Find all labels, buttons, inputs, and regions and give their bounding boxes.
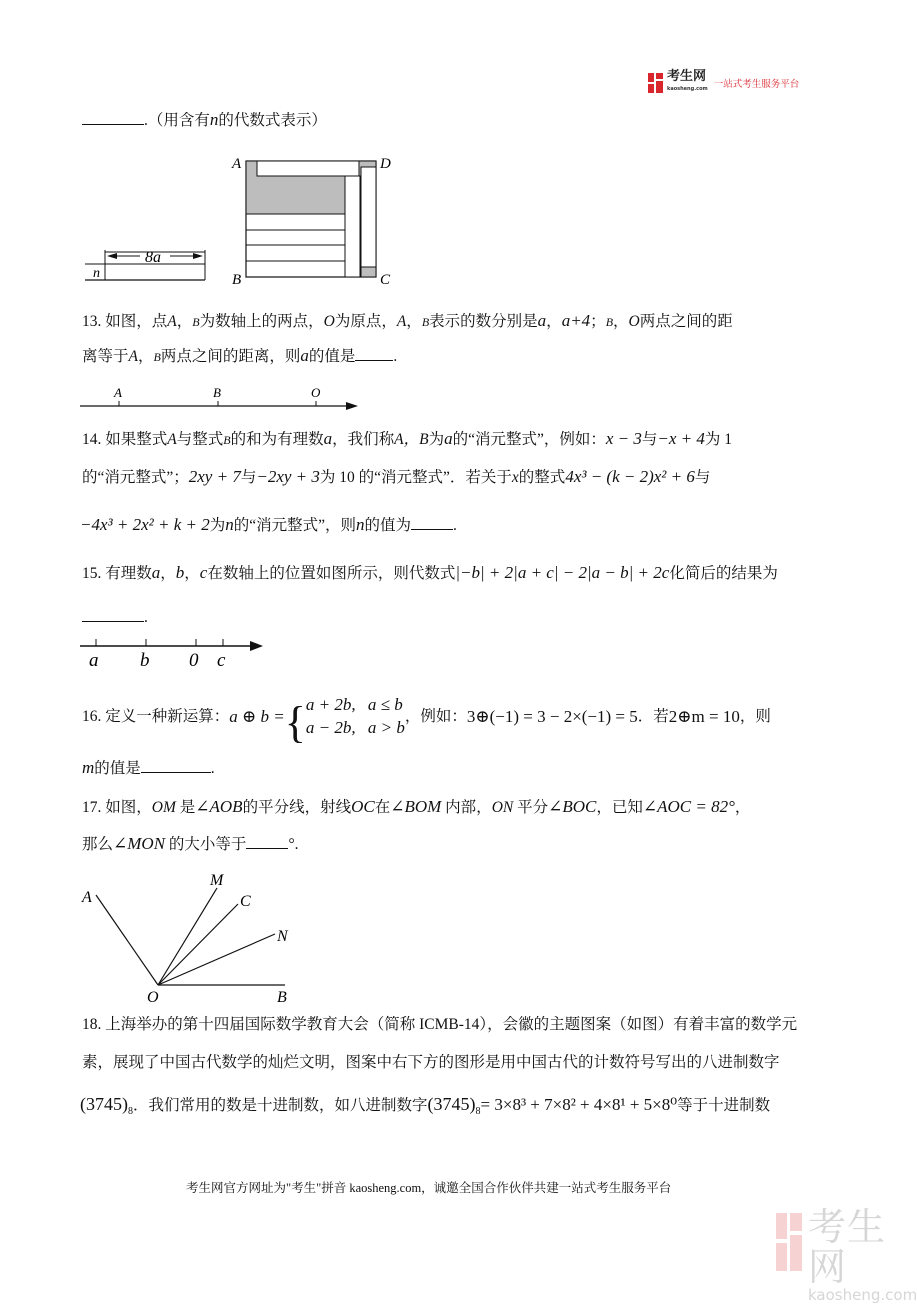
var-b: B <box>153 350 161 364</box>
sep: ， <box>613 313 629 330</box>
corner-label-c: C <box>380 272 391 288</box>
rectangle-abcd <box>246 161 376 277</box>
q12-tail-line <box>82 110 327 131</box>
watermark-cn: 考生网 <box>808 1205 887 1289</box>
label-a: A <box>82 889 92 906</box>
q14-text: ，我们称 <box>332 431 395 448</box>
header-slogan: 一站式考生服务平台 <box>713 79 800 90</box>
q12-var: n <box>209 110 219 129</box>
octal-number: (3745) <box>80 1094 128 1114</box>
axis-label-c: c <box>217 650 226 671</box>
answer-blank <box>82 110 144 125</box>
given-angle: ∠AOC = 82° <box>642 797 735 816</box>
var-o: O <box>323 313 335 330</box>
q17-line2 <box>82 834 299 855</box>
q13-text: 两点之间的距离，则 <box>160 348 301 365</box>
var-a-lower: a <box>537 311 547 330</box>
ray-oa <box>96 895 158 985</box>
q13-text: 如图，点 <box>105 313 168 330</box>
q17-text: 的大小等于 <box>168 836 247 853</box>
period: . <box>210 760 215 777</box>
axis-arrow-icon <box>346 402 358 410</box>
q18-line1 <box>82 1015 797 1035</box>
logo-brand-text: 考生网 <box>667 69 707 84</box>
polynomial-1: 4x³ − (k − 2)x² + 6 <box>565 467 695 486</box>
q13-text: 离等于 <box>82 348 129 365</box>
sep: ， <box>546 313 562 330</box>
q14-text: 与整式 <box>176 431 224 448</box>
q13-text: 的值是 <box>308 348 356 365</box>
q14-line1 <box>82 429 732 450</box>
footer-text: 考生网官方网址为"考生"拼音 kaosheng.com，诚邀全国合作伙伴共建一站式考生服务平台 <box>186 1181 672 1195</box>
q12-text2: 的代数式表示） <box>218 112 327 129</box>
var-a-lower: a <box>444 429 453 448</box>
var-b: B <box>421 315 430 329</box>
answer-blank <box>411 515 453 530</box>
q17-text: 如图， <box>105 799 152 816</box>
axis-label-o: O <box>311 385 321 400</box>
period: . <box>144 609 148 626</box>
q17-text: 在 <box>374 799 391 816</box>
var-a: A <box>167 313 177 330</box>
var-c-lower: c <box>199 563 208 582</box>
case-1 <box>306 694 405 717</box>
q12-text: .（用含有 <box>144 112 210 129</box>
axis-arrow-icon <box>250 641 263 651</box>
var-a-lower: a <box>323 429 333 448</box>
var-x: x <box>511 469 519 486</box>
answer-blank <box>246 834 288 849</box>
angle-boc: ∠BOC <box>548 797 597 816</box>
logo-mark-icon <box>648 73 664 93</box>
watermark-logo <box>808 1207 917 1303</box>
q14-text: 如果整式 <box>105 431 168 448</box>
corner-label-b: B <box>232 272 242 288</box>
q16-line1 <box>82 692 771 747</box>
degree-period: °. <box>288 836 299 853</box>
sep: ， <box>137 348 154 365</box>
watermark-en: kaosheng.com <box>808 1286 917 1304</box>
q16-text: ，则 <box>739 708 771 725</box>
arrow-left-icon <box>107 253 117 259</box>
q13-line2 <box>82 346 397 367</box>
q14-line3 <box>80 515 457 536</box>
angle-bom: ∠BOM <box>390 797 442 816</box>
q14-text: 为 10 的“消元整式”．若关于 <box>319 469 512 486</box>
period: . <box>453 517 457 534</box>
angle-aob: ∠AOB <box>195 797 243 816</box>
ray-on: ON <box>491 799 514 816</box>
condition-expr: 2⊕m = 10 <box>668 707 740 726</box>
arrow-right-icon <box>193 253 203 259</box>
q18-text: 素，展现了中国古代数学的灿烂文明，图案中右下方的图形是用中国古代的计数符号写出的八进制数字 <box>82 1054 780 1071</box>
q15-text: 化简后的结果为 <box>669 565 778 582</box>
q15-text: 有理数 <box>105 565 152 582</box>
case-1-expr: a + 2b, <box>305 695 356 714</box>
q18-text: 上海举办的第十四届国际数学教育大会（简称 ICMB-14），会徽的主题图案（如图）有着丰富的数学元 <box>105 1016 798 1033</box>
question-number: 15. <box>82 565 102 582</box>
q14-line2 <box>82 467 710 488</box>
label-c: C <box>240 893 251 910</box>
q14-text: 的“消元整式”； <box>82 469 189 486</box>
q17-text: ，已知 <box>596 799 643 816</box>
octal-base: 8 <box>475 1106 481 1118</box>
question-number: 18. <box>82 1016 102 1033</box>
q16-text: ，例如： <box>404 708 467 725</box>
q16-text: 定义一种新运算： <box>105 708 230 725</box>
sep: ， <box>184 565 200 582</box>
q14-text: 的“消元整式”，例如： <box>452 431 606 448</box>
answer-blank <box>355 346 393 361</box>
var-a-lower: a <box>300 346 309 365</box>
q14-text: 的值为 <box>364 517 412 534</box>
strip-length-label: 8a <box>145 249 161 266</box>
logo-brand <box>667 70 708 96</box>
logo-domain: kaosheng.com <box>667 86 708 92</box>
q17-angle-figure <box>70 860 330 1010</box>
angle-mon: ∠MON <box>113 834 166 853</box>
q17-text: 内部， <box>445 799 492 816</box>
ray-on <box>158 934 275 985</box>
q17-line1 <box>82 797 750 818</box>
q16-text: ．若 <box>637 708 669 725</box>
example-expr: x − 3 <box>605 429 642 448</box>
q15-line2 <box>82 607 148 628</box>
q13-text: 为原点， <box>334 313 397 330</box>
var-a: A <box>167 431 177 448</box>
sep: ； <box>590 313 606 330</box>
label-n: N <box>277 928 288 945</box>
sep: ， <box>406 313 422 330</box>
example-expr: 2xy + 7 <box>188 467 241 486</box>
axis-label-zero: 0 <box>189 650 199 671</box>
axis-label-b: b <box>140 650 150 671</box>
brace-icon: { <box>284 698 306 747</box>
ray-oc: OC <box>351 797 375 816</box>
ray-oc <box>158 904 238 985</box>
period: . <box>393 348 398 365</box>
q15-number-line <box>78 630 278 672</box>
q14-text: 为 <box>428 431 445 448</box>
q14-text: 与 <box>694 469 711 486</box>
label-m: M <box>210 872 224 889</box>
question-number: 16. <box>82 708 102 725</box>
var-b: B <box>605 315 614 329</box>
var-b-lower: b <box>175 563 185 582</box>
q13-text: 两点之间的距 <box>639 313 733 330</box>
corner-label-d: D <box>380 156 391 172</box>
strip-width-label: n <box>93 266 100 281</box>
q13-number-line <box>78 380 368 415</box>
label-b: B <box>277 989 287 1006</box>
example-expr: −2xy + 3 <box>256 467 320 486</box>
var-a: A <box>396 313 407 330</box>
example-expr: 3⊕(−1) = 3 − 2×(−1) = 5 <box>466 707 638 726</box>
q16-line2 <box>82 758 215 779</box>
expansion-expr: = 3×8³ + 7×8² + 4×8¹ + 5×8⁰ <box>480 1095 678 1114</box>
var-b: B <box>192 315 200 329</box>
q16-text: 的值是 <box>94 760 141 777</box>
abs-expression: |−b| + 2|a + c| − 2|a − b| + 2c <box>455 563 670 582</box>
var-a: A <box>128 348 138 365</box>
var-n: n <box>225 515 234 534</box>
q17-text: 那么 <box>82 836 114 853</box>
q14-text: 的整式 <box>518 469 566 486</box>
q18-text: 等于十进制数 <box>677 1097 771 1114</box>
q13-line1 <box>82 311 733 332</box>
var-o: O <box>628 313 640 330</box>
ray-om <box>158 888 217 985</box>
axis-label-a: A <box>114 385 122 400</box>
watermark-mark-icon <box>776 1213 802 1271</box>
case-1-cond: a ≤ b <box>367 695 403 714</box>
case-2-expr: a − 2b, <box>305 718 356 737</box>
var-ab: A，B <box>394 431 429 448</box>
polynomial-2: −4x³ + 2x² + k + 2 <box>80 515 210 534</box>
operation-definition: a ⊕ b = <box>229 707 285 726</box>
q14-text: 的和为有理数 <box>230 431 324 448</box>
var-m: m <box>82 758 95 777</box>
q17-text: 平分 <box>517 799 549 816</box>
q12-figure <box>80 150 420 290</box>
q14-text: 为 <box>209 517 226 534</box>
q18-line2 <box>82 1053 780 1073</box>
axis-label-a: a <box>89 650 99 671</box>
q15-line1 <box>82 563 778 584</box>
question-number: 13. <box>82 313 102 330</box>
var-n: n <box>356 515 365 534</box>
q14-text: 与 <box>641 431 658 448</box>
case-block <box>306 694 405 740</box>
var-a-lower: a <box>151 563 161 582</box>
answer-blank <box>82 607 144 622</box>
question-number: 17. <box>82 799 102 816</box>
case-2 <box>306 717 405 740</box>
q18-line3 <box>80 1094 770 1116</box>
header-logo <box>648 70 799 96</box>
octal-number: (3745) <box>427 1094 476 1114</box>
octal-base: 8 <box>128 1106 133 1118</box>
axis-label-b: B <box>213 385 221 400</box>
q13-text: 为数轴上的两点， <box>199 313 324 330</box>
sep: ， <box>160 565 176 582</box>
question-number: 14. <box>82 431 102 448</box>
q15-text: 在数轴上的位置如图所示，则代数式 <box>207 565 456 582</box>
q17-text: 的平分线，射线 <box>242 799 352 816</box>
case-2-cond: a > b <box>367 718 405 737</box>
var-b: B <box>223 433 231 447</box>
answer-blank <box>141 758 211 773</box>
label-o: O <box>147 989 159 1006</box>
sep: ， <box>176 313 193 330</box>
sep: ， <box>734 799 751 816</box>
expr-a-plus-4: a+4 <box>561 311 591 330</box>
q18-text: ．我们常用的数是十进制数，如八进制数字 <box>133 1097 428 1114</box>
ray-om: OM <box>151 799 176 816</box>
example-expr: −x + 4 <box>657 429 705 448</box>
q14-text: 的“消元整式”，则 <box>233 517 356 534</box>
q14-text: 与 <box>240 469 257 486</box>
q17-text: 是 <box>179 799 196 816</box>
corner-label-a: A <box>232 156 242 172</box>
q14-text: 为 1 <box>704 431 733 448</box>
q13-text: 表示的数分别是 <box>429 313 538 330</box>
